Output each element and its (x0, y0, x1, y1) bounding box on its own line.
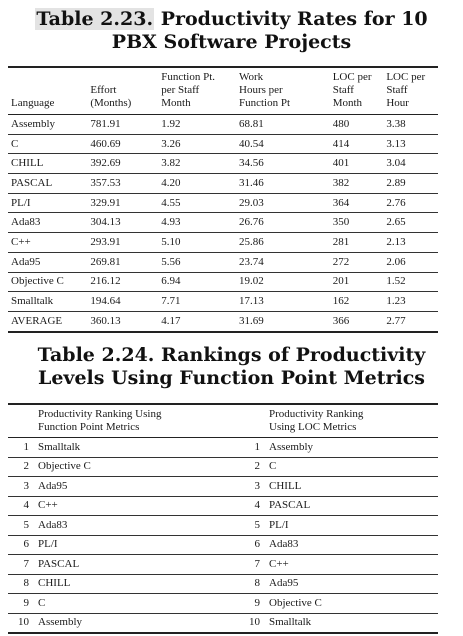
cell-wh: 40.54 (236, 134, 330, 154)
cell-language: CHILL (8, 154, 87, 174)
cell-r1: 7 (8, 555, 35, 575)
cell-loc: Ada83 (266, 535, 438, 555)
cell-effort: 269.81 (87, 252, 158, 272)
cell-r2: 7 (237, 555, 266, 575)
cell-loc: 272 (330, 252, 384, 272)
cell-fp: 1.92 (158, 115, 236, 135)
cell-loc: C++ (266, 555, 438, 575)
cell-loc: 366 (330, 311, 384, 331)
header-ranking-function-point: Productivity Ranking Using Function Point Metrics (35, 404, 237, 438)
table2-header-row (8, 404, 438, 438)
cell-r1: 8 (8, 574, 35, 594)
cell-loc: Assembly (266, 438, 438, 458)
cell-fp: 4.17 (158, 311, 236, 331)
header-rank-fp-blank (8, 404, 35, 438)
cell-language: Assembly (8, 115, 87, 135)
table2-title-line2: Levels Using Function Point Metrics (37, 367, 425, 389)
cell-loch: 1.52 (383, 272, 438, 292)
cell-effort: 293.91 (87, 233, 158, 253)
table-row (8, 477, 438, 497)
cell-fp: Objective C (35, 457, 237, 477)
table-row (8, 174, 438, 194)
cell-wh: 23.74 (236, 252, 330, 272)
productivity-rates-table (8, 66, 438, 333)
cell-loc: 382 (330, 174, 384, 194)
table-row (8, 613, 438, 633)
cell-loc: Ada95 (266, 574, 438, 594)
table-row (8, 193, 438, 213)
table-row (8, 516, 438, 536)
cell-loch: 2.76 (383, 193, 438, 213)
cell-loch: 1.23 (383, 292, 438, 312)
header-loc-per-staff-month: LOC per Staff Month (330, 67, 384, 115)
table1-title-number: Table 2.23. (36, 8, 154, 30)
cell-r2: 6 (237, 535, 266, 555)
cell-loc: 480 (330, 115, 384, 135)
productivity-rankings-table (8, 403, 438, 634)
cell-r1: 5 (8, 516, 35, 536)
cell-fp: Ada95 (35, 477, 237, 497)
table-row (8, 457, 438, 477)
cell-r2: 10 (237, 613, 266, 633)
cell-effort: 329.91 (87, 193, 158, 213)
cell-loc: CHILL (266, 477, 438, 497)
table-row (8, 555, 438, 575)
table-row (8, 594, 438, 614)
table-row (8, 574, 438, 594)
cell-wh: 19.02 (236, 272, 330, 292)
table-row (8, 272, 438, 292)
header-ranking-loc: Productivity Ranking Using LOC Metrics (266, 404, 438, 438)
table1-title-text: Productivity Rates for 10 (154, 8, 428, 30)
table1-title (0, 8, 463, 54)
table-row (8, 233, 438, 253)
header-effort: Effort (Months) (87, 67, 158, 115)
table-row (8, 438, 438, 458)
cell-effort: 304.13 (87, 213, 158, 233)
cell-r2: 3 (237, 477, 266, 497)
cell-loc: C (266, 457, 438, 477)
cell-fp: 5.56 (158, 252, 236, 272)
header-rank-loc-blank (237, 404, 266, 438)
cell-r1: 2 (8, 457, 35, 477)
cell-r1: 4 (8, 496, 35, 516)
cell-fp: 4.55 (158, 193, 236, 213)
cell-language: C (8, 134, 87, 154)
cell-loc: 201 (330, 272, 384, 292)
table-row (8, 154, 438, 174)
cell-r2: 4 (237, 496, 266, 516)
cell-fp: PL/I (35, 535, 237, 555)
cell-fp: C (35, 594, 237, 614)
cell-fp: 5.10 (158, 233, 236, 253)
cell-wh: 34.56 (236, 154, 330, 174)
cell-fp: C++ (35, 496, 237, 516)
cell-effort: 216.12 (87, 272, 158, 292)
header-function-pt-per-staff-month: Function Pt. per Staff Month (158, 67, 236, 115)
cell-loc: 414 (330, 134, 384, 154)
cell-loc: 401 (330, 154, 384, 174)
cell-wh: 31.46 (236, 174, 330, 194)
cell-effort: 392.69 (87, 154, 158, 174)
cell-language: C++ (8, 233, 87, 253)
cell-fp: 7.71 (158, 292, 236, 312)
cell-r1: 9 (8, 594, 35, 614)
cell-loc: PASCAL (266, 496, 438, 516)
cell-fp: Assembly (35, 613, 237, 633)
cell-fp: Ada83 (35, 516, 237, 536)
header-work-hours-per-function-pt: Work Hours per Function Pt (236, 67, 330, 115)
cell-language: Ada95 (8, 252, 87, 272)
cell-effort: 194.64 (87, 292, 158, 312)
cell-language: Ada83 (8, 213, 87, 233)
table-row (8, 252, 438, 272)
cell-r2: 9 (237, 594, 266, 614)
table2-title (0, 344, 463, 390)
table2-title-line1: Table 2.24. Rankings of Productivity (37, 344, 426, 366)
cell-fp: 6.94 (158, 272, 236, 292)
table1-title-line2: PBX Software Projects (111, 31, 352, 53)
cell-fp: Smalltalk (35, 438, 237, 458)
cell-fp: 4.93 (158, 213, 236, 233)
header-language: Language (8, 67, 87, 115)
cell-fp: 3.26 (158, 134, 236, 154)
cell-wh: 17.13 (236, 292, 330, 312)
cell-wh: 25.86 (236, 233, 330, 253)
cell-loch: 3.04 (383, 154, 438, 174)
table-row (8, 115, 438, 135)
cell-effort: 460.69 (87, 134, 158, 154)
cell-loch: 2.13 (383, 233, 438, 253)
cell-language: PL/I (8, 193, 87, 213)
cell-fp: PASCAL (35, 555, 237, 575)
cell-loch: 2.06 (383, 252, 438, 272)
cell-loc: 350 (330, 213, 384, 233)
table1-header-row (8, 67, 438, 115)
cell-r1: 1 (8, 438, 35, 458)
header-loc-per-staff-hour: LOC per Staff Hour (383, 67, 438, 115)
table-row (8, 311, 438, 331)
cell-wh: 29.03 (236, 193, 330, 213)
cell-r1: 3 (8, 477, 35, 497)
cell-r2: 5 (237, 516, 266, 536)
table-row (8, 213, 438, 233)
cell-wh: 26.76 (236, 213, 330, 233)
cell-language: PASCAL (8, 174, 87, 194)
table-row (8, 535, 438, 555)
cell-loch: 2.89 (383, 174, 438, 194)
cell-loch: 2.65 (383, 213, 438, 233)
cell-loc: 281 (330, 233, 384, 253)
cell-fp: CHILL (35, 574, 237, 594)
cell-r2: 1 (237, 438, 266, 458)
cell-effort: 360.13 (87, 311, 158, 331)
cell-loc: Objective C (266, 594, 438, 614)
cell-effort: 781.91 (87, 115, 158, 135)
cell-language: Objective C (8, 272, 87, 292)
cell-fp: 3.82 (158, 154, 236, 174)
cell-loc: Smalltalk (266, 613, 438, 633)
cell-loc: PL/I (266, 516, 438, 536)
cell-effort: 357.53 (87, 174, 158, 194)
cell-loch: 2.77 (383, 311, 438, 331)
cell-loc: 364 (330, 193, 384, 213)
cell-language: AVERAGE (8, 311, 87, 331)
table-row (8, 134, 438, 154)
cell-r2: 8 (237, 574, 266, 594)
cell-r2: 2 (237, 457, 266, 477)
table-row (8, 496, 438, 516)
cell-fp: 4.20 (158, 174, 236, 194)
cell-loch: 3.38 (383, 115, 438, 135)
table-row (8, 292, 438, 312)
cell-language: Smalltalk (8, 292, 87, 312)
cell-wh: 31.69 (236, 311, 330, 331)
cell-wh: 68.81 (236, 115, 330, 135)
cell-r1: 6 (8, 535, 35, 555)
cell-r1: 10 (8, 613, 35, 633)
cell-loc: 162 (330, 292, 384, 312)
cell-loch: 3.13 (383, 134, 438, 154)
